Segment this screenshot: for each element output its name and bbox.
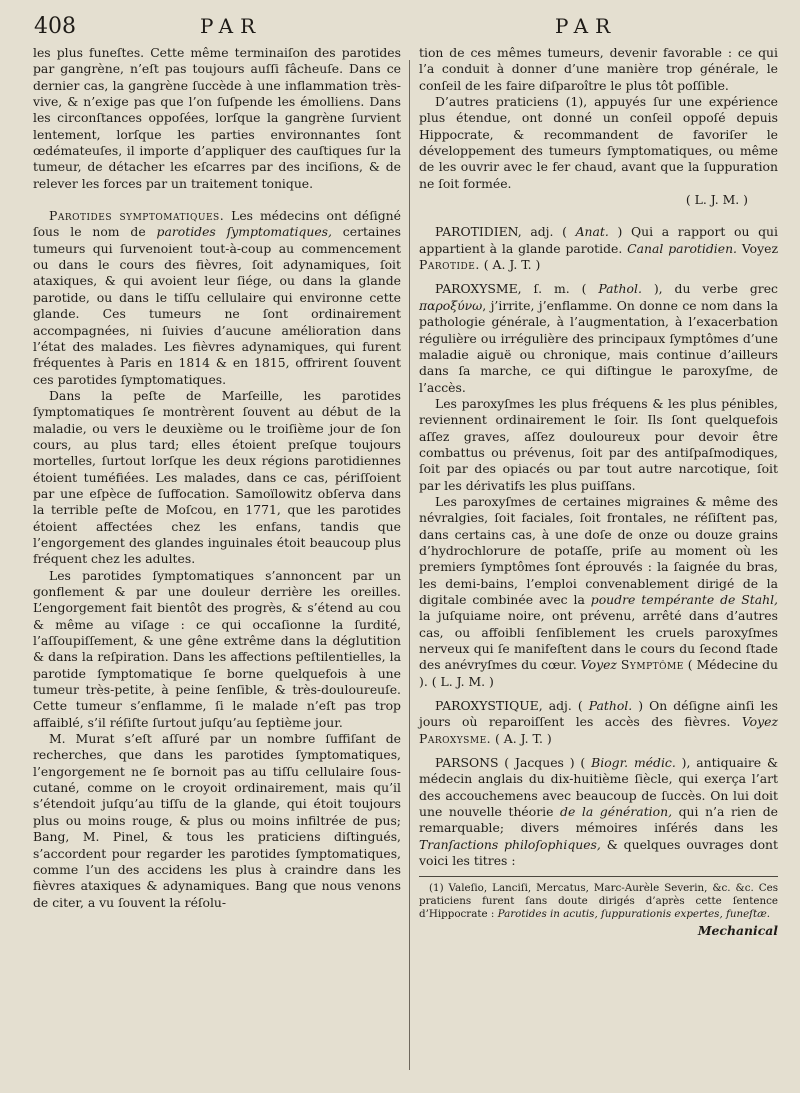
cross-reference: Parotide. bbox=[419, 257, 480, 273]
page-number: 408 bbox=[34, 14, 76, 39]
catchword: Mechanical bbox=[697, 922, 778, 938]
entry-headword: PAROXYSME bbox=[435, 281, 518, 297]
entry-parotides-symptomatiques: Parotides symptomatiques. Les médecins ont déſigné ſous le nom de parotides ſymptomatiques, certaines tumeurs qui ſurvenoient tout-à-coup au commencement ou dans le cours des fièvres, ſoit adynamiques, ſoit ataxiques, & qui avoient leur ſiége, ou dans la glande parotide, ou dans le tiſſu cellulaire qui environne cette glande. Ces tumeurs ne ſont ordinairement accompagnées, ni ſuivies d’aucune amélioration dans l’état des malades. Les fièvres adynamiques, qui furent fréquentes à Paris en 1814 & en 1815, offrirent ſouvent ces parotides ſymptomatiques. bbox=[33, 208, 401, 387]
footnote: (1) Valeſio, Lanciſi, Mercatus, Marc-Aurèle Severin, &c. &c. Ces praticiens furent ſans doute dirigés d’après cette ſentence d’Hippocrate : Parotides in acutis, ſuppurationis expertes, funeſtæ. bbox=[419, 881, 778, 920]
running-head-left: PAR bbox=[200, 14, 263, 38]
column-divider bbox=[409, 60, 410, 1070]
paragraph: M. Murat s’eſt aſſuré par un nombre ſuffiſant de recherches, que dans les parotides ſymptomatiques, l’engorgement ne ſe bornoit pas au tiſſu cellulaire ſous-cutané, comme on le croyoit ordinairement, mais qu’il s’étendoit juſqu’au tiſſu de la glande, qui étoit toujours plus ou moins rouge, & plus ou moins infiltrée de pus; Bang, M. Pinel, & tous les praticiens diſtingués, s’accordent pour regarder les parotides ſymptomatiques, comme l’un des accidens les plus à craindre dans les fièvres ataxiques & adynamiques. Bang que nous venons de citer, a vu ſouvent la réſolu- bbox=[33, 731, 401, 910]
paragraph: D’autres praticiens (1), appuyés ſur une expérience plus étendue, ont donné un conſeil oppoſé depuis Hippocrate, & recommandent de favoriſer le développement des tumeurs ſymptomatiques, ou même de les ouvrir avec le fer chaud, avant que la ſuppuration ne ſoit formée. bbox=[419, 94, 778, 191]
greek-word: παροξύνω bbox=[419, 297, 483, 313]
paragraph: Les paroxyſmes de certaines migraines & même des névralgies, ſoit faciales, ſoit frontales, ne réſiſtent pas, dans certains cas, à une doſe de onze ou douze grains d’hydrochlorure de potaſſe, priſe au moment où les premiers ſymptômes ſont éprouvés : la ſaignée du bras, les demi-bains, l’emploi convenablement dirigé de la digitale combinée avec la poudre tempérante de Stahl, la juſquiame noire, ont prévenu, arrêté dans d’autres cas, ou affoibli ſenſiblement les cruels paroxyſmes nerveux qui ſe manifeſtent dans le cours du ſecond ſtade des anévryſmes du cœur. Voyez Symptôme ( Médecine du ). ( L. J. M. ) bbox=[419, 493, 778, 689]
entry-paroxysme: PAROXYSME, ſ. m. ( Pathol. ), du verbe grec παροξύνω, j’irrite, j’enflamme. On donne ce nom dans la pathologie générale, à l’augmentation, à l’exacerbation régulière ou irrégulière des principaux ſymptômes d’une maladie aiguë ou chronique, mais continue d’ailleurs dans ſa marche, ce qui diſtingue le paroxyſme, de l’accès. bbox=[419, 281, 778, 395]
paragraph: Les paroxyſmes les plus fréquens & les plus pénibles, reviennent ordinairement le ſoir. Ils ſont quelquefois aſſez graves, aſſez douloureux pour devoir être combattus ou prévenus, ſoit par des antiſpaſmodiques, ſoit par des opiacés ou par tout autre narcotique, ſoit par les dérivatifs les plus puiſſans. bbox=[419, 395, 778, 493]
page-header bbox=[0, 14, 800, 44]
entry-headword: PAROTIDIEN bbox=[435, 224, 518, 240]
entry-headword: Parotides symptomatiques. bbox=[49, 208, 225, 224]
entry-parsons: PARSONS ( Jacques ) ( Biogr. médic. ), antiquaire & médecin anglais du dix-huitième ſiècle, qui exerça l’art des accouchemens avec beaucoup de ſuccès. On lui doit une nouvelle théorie de la génération, qui n’a rien de remarquable; divers mémoires inſérés dans les Tranſactions philoſophiques, & quelques ouvrages dont voici les titres : bbox=[419, 755, 779, 869]
entry-headword: PAROXYSTIQUE bbox=[435, 698, 539, 714]
entry-parotidien: PAROTIDIEN, adj. ( Anat. ) Qui a rapport ou qui appartient à la glande parotide. Canal parotidien. Voyez Parotide. ( A. J. T. ) bbox=[419, 224, 778, 273]
cross-reference: Symptôme bbox=[620, 657, 684, 673]
footnote-rule bbox=[419, 876, 778, 877]
running-head-right: PAR bbox=[555, 14, 618, 38]
author-signature: ( L. J. M. ) bbox=[685, 192, 748, 208]
paragraph: les plus funeſtes. Cette même terminaiſon des parotides par gangrène, n’eſt pas toujours auſſi fâcheuſe. Dans ce dernier cas, la gangrène ſuccède à une inflammation très-vive, & n’exige pas que l’on ſuſpende les émolliens. Dans les circonſtances oppoſées, lorſque la gangrène ſurvient lentement, lorſque les parties environnantes ſont œdémateuſes, il importe d’appliquer des cauſtiques ſur la tumeur, de détacher les eſcarres par des inciſions, & de relever les forces par un traitement tonique. bbox=[33, 45, 401, 191]
left-column bbox=[33, 45, 401, 911]
right-column bbox=[419, 45, 778, 939]
paragraph: tion de ces mêmes tumeurs, devenir favorable : ce qui l’a conduit à donner d’une manière trop générale, le conſeil de les faire diſparoître le plus tôt poſſible. bbox=[419, 45, 778, 93]
entry-paroxystique: PAROXYSTIQUE, adj. ( Pathol. ) On déſigne ainſi les jours où reparoiſſent les accès des fièvres. Voyez Paroxysme. ( A. J. T. ) bbox=[419, 698, 778, 746]
paragraph: Dans la peſte de Marſeille, les parotides ſymptomatiques ſe montrèrent ſouvent au début de la maladie, ou vers le deuxième ou le troiſième jour de ſon cours, au plus tard; elles étoient preſque toujours mortelles, ſurtout lorſque les deux régions parotidiennes étoient tuméfiées. Les malades, dans ce cas, périſſoient par une eſpèce de ſuffocation. Samoïlowitz obſerva dans la terrible peſte de Moſcou, en 1771, que les parotides étoient affectées chez les enfans, tandis que l’engorgement des glandes inguinales étoit beaucoup plus fréquent chez les adultes. bbox=[33, 387, 401, 567]
paragraph: Les parotides ſymptomatiques s’annoncent par un gonflement & par une douleur derrière les oreilles. L’engorgement fait bientôt des progrès, & s’étend au cou & même au viſage : ce qui occaſionne la ſurdité, l’aſſoupiſſement, & une gêne extrême dans la déglutition & dans la reſpiration. Dans les affections peſtilentielles, la parotide ſymptomatique ſe borne quelquefois à une tumeur très-petite, à peine ſenſible, & très-douloureuſe. Cette tumeur s’enflamme, ſi le malade n’eſt pas trop affaiblé, s’il réſiſte ſurtout juſqu’au ſeptième jour. bbox=[33, 567, 401, 730]
entry-headword: PARSONS bbox=[435, 755, 499, 771]
cross-reference: Paroxysme. bbox=[419, 730, 492, 746]
